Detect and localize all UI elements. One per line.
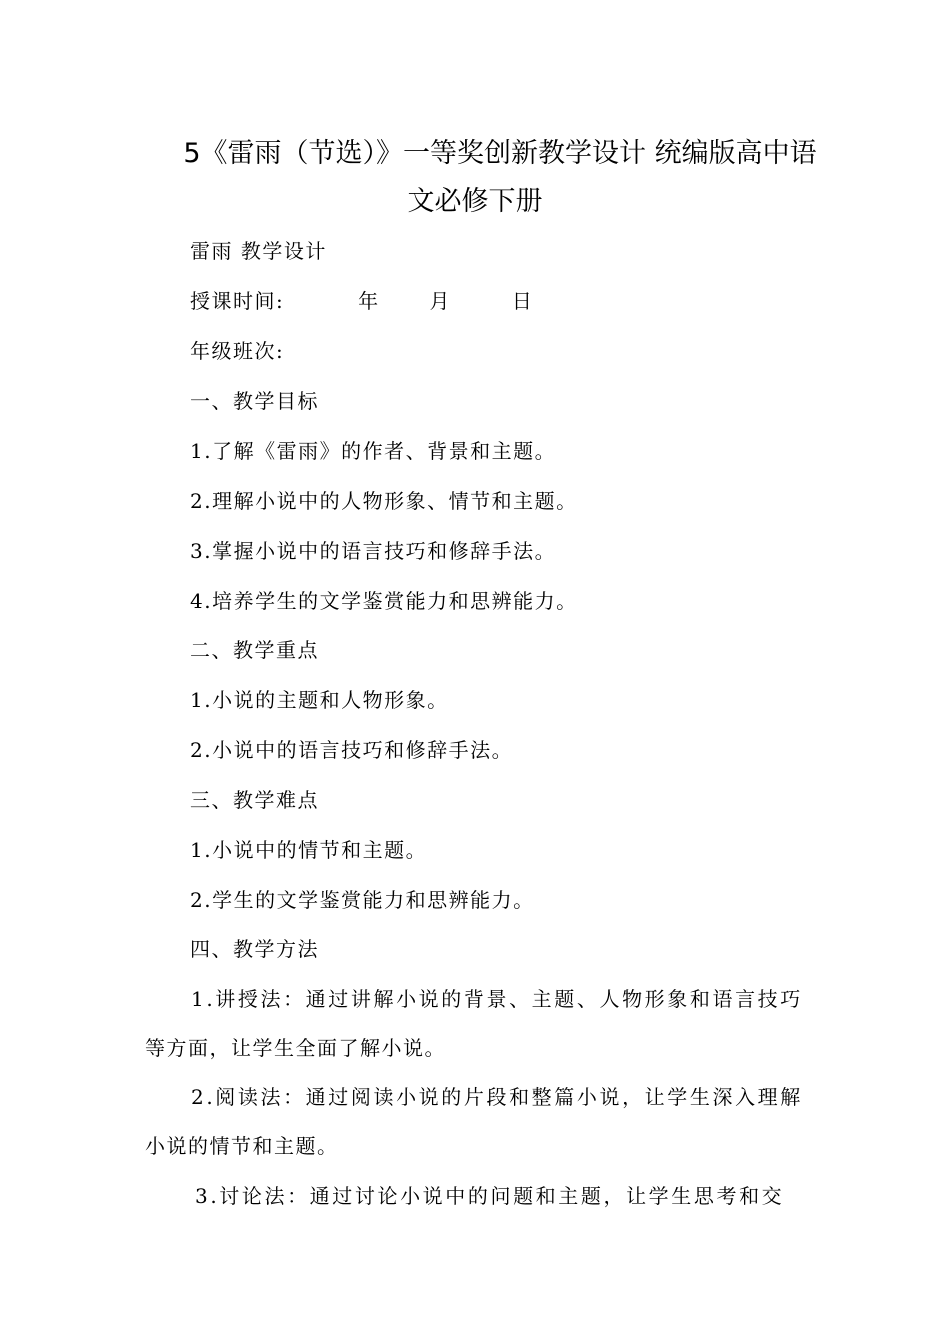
goal-item: 4.培养学生的文学鉴赏能力和思辨能力。 xyxy=(190,589,578,613)
key-points-heading: 二、教学重点 xyxy=(190,638,319,662)
difficult-point-item: 2.学生的文学鉴赏能力和思辨能力。 xyxy=(190,888,535,912)
document-title-line-1: 5《雷雨（节选）》一等奖创新教学设计 统编版高中语 xyxy=(183,138,817,169)
method-paragraph-line-1: 2.阅读法：通过阅读小说的片段和整篇小说，让学生深入理解 xyxy=(191,1085,803,1109)
method-paragraph xyxy=(145,1181,807,1211)
month-label: 月 xyxy=(429,289,451,313)
difficult-points-heading: 三、教学难点 xyxy=(190,788,319,812)
class-time-label: 授课时间: xyxy=(190,289,285,313)
class-grade-label: 年级班次: xyxy=(190,339,285,363)
goal-item: 1.了解《雷雨》的作者、背景和主题。 xyxy=(190,439,557,463)
document-subtitle: 雷雨 教学设计 xyxy=(190,239,327,263)
method-paragraph-line-1: 1.讲授法：通过讲解小说的背景、主题、人物形象和语言技巧 xyxy=(191,987,803,1011)
method-paragraph-line-2: 等方面，让学生全面了解小说。 xyxy=(145,1036,446,1060)
method-paragraph-line-2: 小说的情节和主题。 xyxy=(145,1134,339,1158)
method-paragraph xyxy=(145,1082,807,1161)
document-title-line-2: 文必修下册 xyxy=(407,186,543,217)
year-label: 年 xyxy=(358,289,380,313)
method-paragraph xyxy=(145,984,807,1063)
key-point-item: 1.小说的主题和人物形象。 xyxy=(190,688,449,712)
method-paragraph-line-1: 3.讨论法：通过讨论小说中的问题和主题，让学生思考和交 xyxy=(195,1184,785,1208)
goals-heading: 一、教学目标 xyxy=(190,389,319,413)
methods-heading: 四、教学方法 xyxy=(190,937,319,961)
class-time-row xyxy=(190,286,533,316)
difficult-point-item: 1.小说中的情节和主题。 xyxy=(190,838,428,862)
goal-item: 2.理解小说中的人物形象、情节和主题。 xyxy=(190,489,578,513)
goal-item: 3.掌握小说中的语言技巧和修辞手法。 xyxy=(190,539,557,563)
key-point-item: 2.小说中的语言技巧和修辞手法。 xyxy=(190,738,514,762)
day-label: 日 xyxy=(511,289,534,313)
